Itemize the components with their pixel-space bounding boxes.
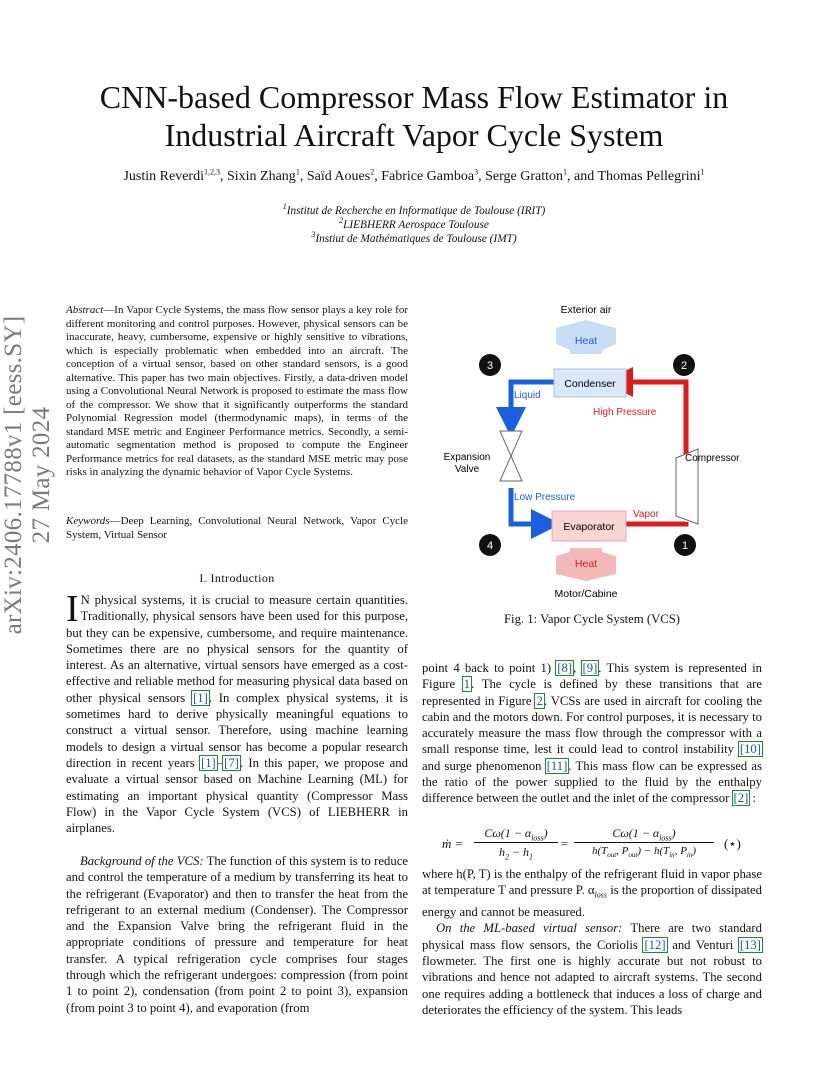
citation-link[interactable]: [8]	[557, 661, 573, 675]
figure-caption: Fig. 1: Vapor Cycle System (VCS)	[504, 612, 680, 626]
paragraph-label: On the ML-based virtual sensor:	[436, 921, 623, 936]
right-paragraph: point 4 back to point 1) [8], [9]. This system is represented in Figure 1. The cycle is defined by these transitions that are represented in Figure 2. VCSs are used in aircraft for cooling the cabin and the motors down. For control purposes, it is necessary to accurately measure the mass flow through the compressor with a small response time, lest it could lead to control instability [10] and surge phenomenon [11]. This mass flow can be expressed as the ratio of the power supplied to the fluid by the enthalpy difference between the outlet and the inlet of the compressor [2] :	[422, 661, 762, 806]
affiliation: $^1$Institut de Recherche en Informatique de Toulouse (IRIT)	[282, 202, 546, 217]
label-high-pressure: High Pressure	[593, 407, 657, 418]
label-expansion: Expansion	[443, 452, 491, 463]
citation-link[interactable]: [1]	[200, 755, 216, 770]
label-exterior-air: Exterior air	[560, 304, 612, 316]
citation-link[interactable]: [1]	[193, 690, 208, 705]
drop-cap: I	[66, 588, 79, 630]
affiliation: $^3$Instiut de Mathématiques de Toulouse (IMT)	[311, 230, 517, 245]
title-line-1: CNN-based Compressor Mass Flow Estimator in	[99, 79, 729, 115]
citation-link[interactable]: [10]	[739, 742, 761, 757]
intro-paragraph: I N physical systems, it is crucial to measure certain quantities. Traditionally, physical sensors have been used for this purpose, but they can be expensive, cumbersome, and require maintenance. Sometimes there are no physical sensors for the quantity of interest. As an alternative, virtual sensors have emerged as a cost-effective and reliable method for measuring physical data based on other physical sensors [1]. In complex physical systems, it is sometimes hard to derive physically meaningful equations to construct a virtual sensor. Therefore, using machine learning models to design a virtual sensor has become a popular research direction in recent years [1]–[7]. In this paper, we propose and evaluate a virtual sensor based on Machine Learning (ML) for estimating an important physical quantity (Compressor Mass Flow) in the Vapor Cycle System (VCS) of LIEBHERR in airplanes.	[66, 588, 408, 836]
label-heat-top: Heat	[574, 335, 598, 347]
label-low-pressure: Low Pressure	[514, 492, 576, 503]
affiliation: $^2$LIEBHERR Aerospace Toulouse	[339, 216, 489, 231]
author: Sixin Zhang$^1$	[226, 167, 300, 184]
author: Fabrice Gamboa$^3$	[381, 167, 479, 184]
author: Serge Gratton$^1$	[485, 167, 568, 184]
title-line-2: Industrial Aircraft Vapor Cycle System	[164, 117, 664, 153]
expansion-valve-shape	[500, 431, 522, 481]
label-motor-cabine: Motor/Cabine	[554, 588, 618, 600]
author: Saïd Aoues$^2$	[306, 167, 375, 184]
point-4-label: 4	[486, 540, 494, 552]
label-compressor: Compressor	[685, 453, 740, 464]
label-heat-bottom: Heat	[574, 558, 598, 570]
paper-title	[60, 78, 768, 154]
citation-link[interactable]: [12]	[644, 937, 666, 952]
abstract	[66, 304, 408, 480]
section-heading: I. Introduction	[199, 571, 275, 585]
figure-link[interactable]: 1	[463, 677, 471, 692]
citation-link[interactable]: [11]	[546, 758, 568, 773]
mass-flow-equation: ṁ = $C\omega(1 - \alpha_{loss})$ $h_2 - h_1$ = $C\omega(1 - \alpha_{loss})$ $h(T_{out}$, $P_{out}) - h(T_{in}$, $P_{in}$) (⋆)	[442, 826, 741, 862]
citation-link[interactable]: [2]	[733, 791, 749, 806]
point-1-label: 1	[681, 540, 689, 552]
high-pressure-line	[626, 382, 686, 458]
background-paragraph: Background of the VCS: The function of this system is to reduce and control the temperature of a medium by transferring its heat to the refrigerant (Evaporator) and then to transfer the heat from the refrigerant to an external medium (Condenser). The Compressor and the Expansion Valve bring the refrigerant fluid in the appropriate conditions of pressure and temperature for heat transfer. A typical refrigeration cycle comprises four stages through which the refrigerant undergoes: compression (from point 1 to point 2), condensation (from point 2 to point 3), expansion (from point 3 to point 4), and evaporation (from	[66, 854, 408, 1015]
label-valve: Valve	[454, 464, 480, 475]
author-list: Justin Reverdi$^{1,2,3}$, Sixin Zhang$^1$, Saïd Aoues$^2$, Fabrice Gamboa$^3$, Serge Gratton$^1$, and Thomas Pellegrini$^1$	[123, 167, 705, 184]
label-vapor: Vapor	[633, 509, 659, 520]
arxiv-identifier: arXiv:2406.17788v1 [eess.SY] 27 May 2024	[0, 315, 55, 635]
keywords-label: Keywords	[66, 515, 110, 527]
keywords-text: —Deep Learning, Convolutional Neural Network, Vapor Cycle System, Virtual Sensor	[66, 515, 408, 541]
right-paragraph-2: where h(P, T) is the enthalpy of the refrigerant fluid in vapor phase at temperature T and pressure P. $\alpha_{loss}$ is the proportion of dissipated energy and cannot be measured. On the ML-based virtual sensor: There are two standard physical mass flow sensors, the Coriolis [12] and Venturi [13] flowmeter. The first one is highly accurate but not robust to vibrations and hence not adapted to aircraft systems. The second one requires adding a bottleneck that induces a loss of charge and deteriorates the efficiency of the system. This leads	[422, 867, 762, 1017]
figure-link[interactable]: 2	[536, 693, 543, 708]
abstract-label: Abstract	[66, 304, 104, 316]
citation-link[interactable]: [7]	[224, 755, 239, 770]
author: Justin Reverdi$^{1,2,3}$	[123, 167, 220, 184]
abstract-text: —In Vapor Cycle Systems, the mass flow sensor plays a key role for different monitoring and control purposes. However, physical sensors can be inaccurate, heavy, cumbersome, expensive or highly sensitive to vibrations, which is especially problematic when embedded into an aircraft. The conception of a virtual sensor, based on other standard sensors, is a good alternative. This paper has two main objectives. Firstly, a data-driven model using a Convolutional Neural Network is proposed to estimate the mass flow of the compressor. We show that it significantly outperforms the standard Polynomial Regression model (thermodynamic maps), in terms of the standard MSE metric and Engineer Performance metrics. Secondly, a semi-automatic segmentation method is proposed to compute the Engineer Performance metrics for real datasets, as the standard MSE metric may pose risks in analyzing the dynamic behavior of Vapor Cycle Systems.	[66, 304, 408, 478]
author: Thomas Pellegrini$^1$	[597, 167, 705, 184]
point-2-label: 2	[680, 360, 688, 372]
vapor-line	[626, 522, 686, 524]
label-evaporator: Evaporator	[563, 521, 615, 533]
affiliations	[60, 204, 768, 246]
label-liquid: Liquid	[514, 390, 541, 401]
label-condenser: Condenser	[564, 378, 616, 390]
paragraph-label: Background of the VCS:	[80, 854, 204, 868]
citation-link[interactable]: [13]	[739, 937, 761, 952]
point-3-label: 3	[486, 360, 494, 372]
citation-link[interactable]: [9]	[582, 661, 598, 675]
equation-tag: (⋆)	[724, 836, 741, 851]
vcs-figure	[438, 298, 760, 604]
keywords	[66, 515, 408, 542]
